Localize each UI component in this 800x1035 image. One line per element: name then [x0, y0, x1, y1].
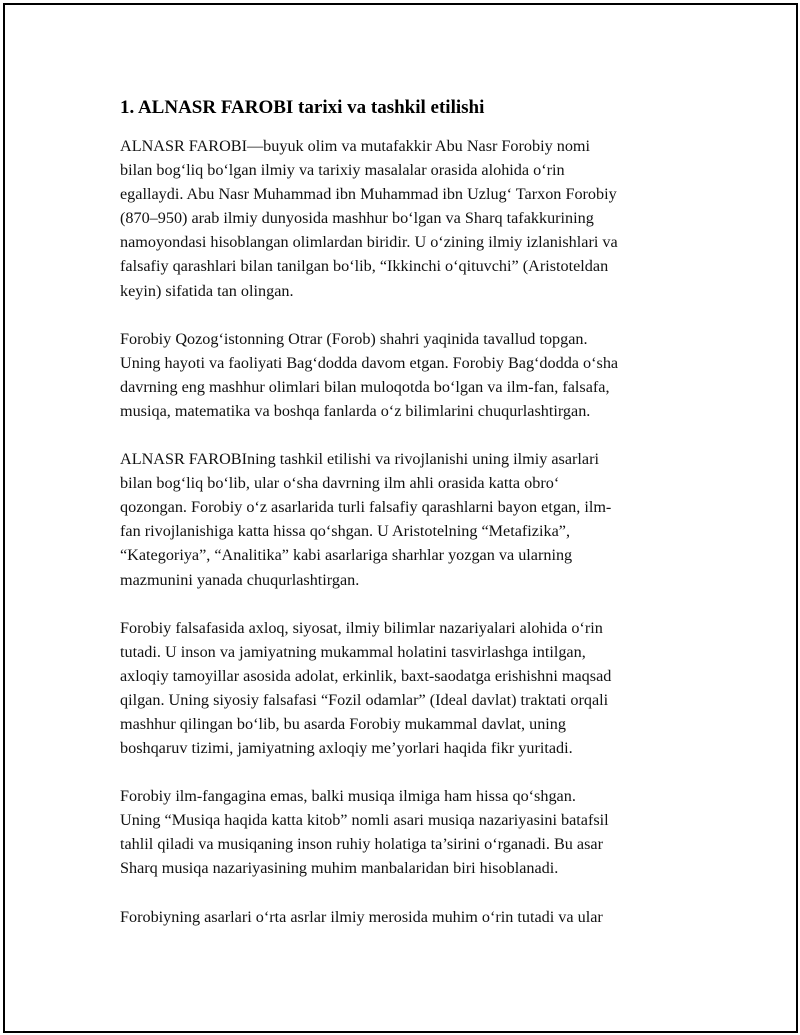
- paragraph-legacy: Forobiyning asarlari o‘rta asrlar ilmiy merosida muhim o‘rin tutadi va ular: [120, 907, 603, 926]
- paragraph-philosophy: Forobiy falsafasida axloq, siyosat, ilmiy bilimlar nazariyalari alohida o‘rin tutadi. U inson va jamiyatning mukammal holatini tasvirlashga intilgan, axloqiy tamoyillar asosida adolat, erkinlik, baxt-saodatga erishishni maqsad qilgan. Uning siyosiy falsafasi “Fozil odamlar” (Ideal davlat) traktati orqali mashhur qilingan bo‘lib, bu asarda Forobiy mukammal davlat, uning boshqaruv tizimi, jamiyatning axloqiy me’yorlari haqida fikr yuritadi.: [120, 618, 612, 758]
- paragraph-intro: ALNASR FAROBI—buyuk olim va mutafakkir Abu Nasr Forobiy nomi bilan bog‘liq bo‘lgan ilmiy va tarixiy masalalar orasida alohida o‘rin egallaydi. Abu Nasr Muhammad ibn Muhammad ibn Uzlug‘ Tarxon Forobiy (870–950) arab ilmiy dunyosida mashhur bo‘lgan va Sharq tafakkurining namoyondasi hisoblangan olimlardan biridir. U o‘zining ilmiy izlanishlari va falsafiy qarashlari bilan tanilgan bo‘lib, “Ikkinchi o‘qituvchi” (Aristoteldan keyin) sifatida tan olingan.: [120, 137, 618, 300]
- document-page: [3, 3, 798, 1033]
- paragraph-music: Forobiy ilm-fangagina emas, balki musiqa ilmiga ham hissa qo‘shgan. Uning “Musiqa haqida katta kitob” nomli asari musiqa nazariyasini batafsil tahlil qiladi va musiqaning inson ruhiy holatiga ta’sirini o‘rganadi. Bu asar Sharq musiqa nazariyasining muhim manbalaridan biri hisoblanadi.: [120, 787, 609, 878]
- paragraph-works: ALNASR FAROBIning tashkil etilishi va rivojlanishi uning ilmiy asarlari bilan bog‘liq bo‘lib, ular o‘sha davrning ilm ahli orasida katta obro‘ qozongan. Forobiy o‘z asarlarida turli falsafiy qarashlarni bayon etgan, ilm- fan rivojlanishiga katta hissa qo‘shgan. U Aristotelning “Metafizika”, “Kategoriya”, “Analitika” kabi asarlariga sharhlar yozgan va ularning mazmunini yanada chuqurlashtirgan.: [120, 450, 612, 589]
- document-title: 1. ALNASR FAROBI tarixi va tashkil etilishi: [120, 97, 485, 118]
- document-content: [120, 94, 695, 953]
- paragraph-biography: Forobiy Qozog‘istonning Otrar (Forob) shahri yaqinida tavallud topgan. Uning hayoti va faoliyati Bag‘dodda davom etgan. Forobiy Bag‘dodda o‘sha davrning eng mashhur olimlari bilan muloqotda bo‘lgan va ilm-fan, falsafa, musiqa, matematika va boshqa fanlarda o‘z bilimlarini chuqurlashtirgan.: [120, 329, 619, 420]
